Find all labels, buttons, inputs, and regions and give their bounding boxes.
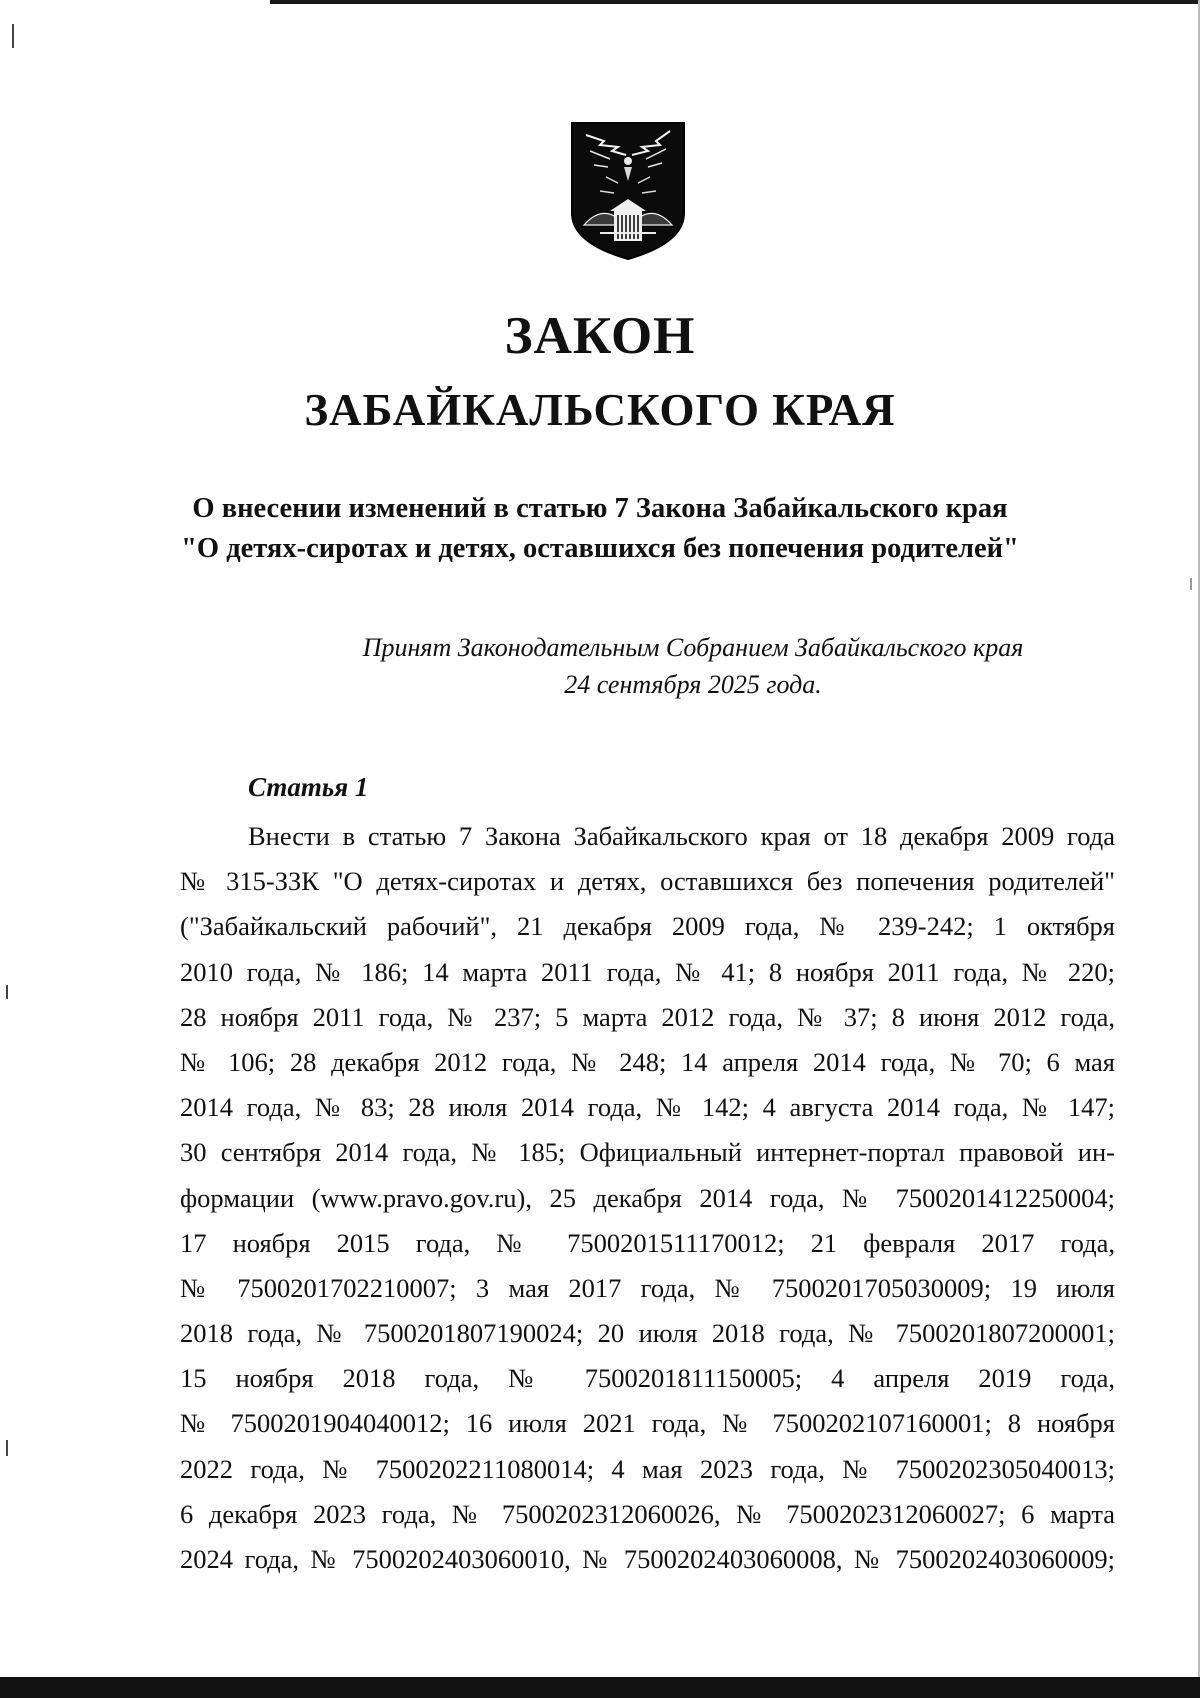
article-text-line: № 315-ЗЗК "О детях-сиротах и детях, оставшихся без попечения родителей" (180, 866, 1115, 897)
article-text-line: ("Забайкальский рабочий", 21 декабря 2009 года, № 239-242; 1 октября (180, 911, 1115, 942)
article-text-line: 17 ноября 2015 года, № 7500201511170012; 21 февраля 2017 года, (180, 1227, 1115, 1258)
article-text-line: № 7500201702210007; 3 мая 2017 года, № 7500201705030009; 19 июля (180, 1272, 1115, 1303)
zabaykalsky-krai-coat-of-arms-icon (570, 121, 686, 261)
article-text-line: 28 ноября 2011 года, № 237; 5 марта 2012 года, № 37; 8 июня 2012 года, (180, 1001, 1115, 1032)
article-text-line: формации (www.pravo.gov.ru), 25 декабря 2014 года, № 7500201412250004; (180, 1182, 1115, 1213)
article-text-line: 6 декабря 2023 года, № 7500202312060026, № 7500202312060027; 6 марта (180, 1498, 1115, 1529)
article-heading: Статья 1 (248, 772, 369, 802)
article-text-line: 2014 года, № 83; 28 июля 2014 года, № 142; 4 августа 2014 года, № 147; (180, 1092, 1115, 1123)
article-text-line: 30 сентября 2014 года, № 185; Официальный интернет-портал правовой ин- (180, 1137, 1115, 1168)
law-subject-line-2: "О детях-сиротах и детях, оставшихся без попечения родителей" (181, 533, 1019, 564)
article-text-line: 2022 года, № 7500202211080014; 4 мая 2023 года, № 7500202305040013; (180, 1453, 1115, 1484)
scan-speck (6, 1440, 8, 1456)
scan-speck (6, 985, 8, 999)
article-text-line: Внести в статью 7 Закона Забайкальского края от 18 декабря 2009 года (248, 821, 1115, 851)
article-text-line: 2010 года, № 186; 14 марта 2011 года, № 41; 8 ноября 2011 года, № 220; (180, 956, 1115, 987)
article-text-line: № 7500201904040012; 16 июля 2021 года, № 7500202107160001; 8 ноября (180, 1408, 1115, 1439)
region-title: ЗАБАЙКАЛЬСКОГО КРАЯ (304, 385, 896, 435)
adoption-date: 24 сентября 2025 года. (564, 670, 822, 699)
scan-border-top (270, 0, 1200, 4)
scan-speck (1190, 578, 1192, 590)
law-subject-line-1: О внесении изменений в статью 7 Закона Забайкальского края (192, 493, 1008, 524)
article-text-line: 2018 года, № 7500201807190024; 20 июля 2018 года, № 7500201807200001; (180, 1318, 1115, 1349)
article-text-line: 15 ноября 2018 года, № 7500201811150005; 4 апреля 2019 года, (180, 1363, 1115, 1394)
article-text-line: № 106; 28 декабря 2012 года, № 248; 14 апреля 2014 года, № 70; 6 мая (180, 1046, 1115, 1077)
article-body (180, 814, 1115, 1582)
document-type-title: ЗАКОН (504, 307, 696, 365)
article-text-line: 2024 года, № 7500202403060010, № 7500202403060008, № 7500202403060009; (180, 1544, 1115, 1574)
adoption-note-line-1: Принят Законодательным Собранием Забайкальского края (362, 633, 1024, 662)
scan-border-bottom (0, 1677, 1200, 1698)
scan-speck (12, 24, 14, 48)
